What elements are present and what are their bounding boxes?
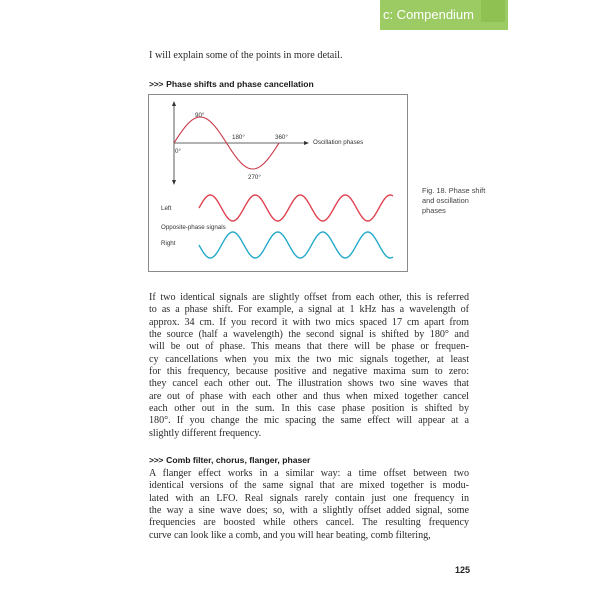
figure-caption: Fig. 18. Phase shift and oscillation phases (422, 186, 486, 215)
label-90: 90° (195, 112, 205, 119)
text-line: frequencies are boosted while others cancel. The resulting frequency (149, 517, 469, 529)
figure-diagram (149, 95, 409, 273)
text-line: are out of phase with each other and thus when mixed together cancel (149, 390, 469, 402)
opposite-phase-label: Opposite-phase signals (161, 224, 226, 231)
right-label: Right (161, 240, 176, 247)
section-heading-phase (149, 79, 314, 89)
text-line: approx. 34 cm. If you record it with two mics spaced 17 cm apart from (149, 316, 469, 328)
text-line: identical versions of the same signal that are mixed together is modu- (149, 480, 469, 492)
heading-title: Comb filter, chorus, flanger, phaser (166, 455, 311, 465)
label-0: 0° (175, 148, 181, 155)
left-label: Left (161, 205, 172, 212)
vertical-axis-arrow-up (172, 101, 176, 106)
text-line: to as a phase shift. For example, a signal at 1 kHz has a wavelength of (149, 304, 469, 316)
text-line: A flanger effect works in a similar way: a time offset between two (149, 468, 469, 479)
paragraph-phase-shift (149, 292, 469, 440)
paragraph-comb-filter (149, 468, 469, 542)
text-line: 180°. If you change the mic spacing the same effect will appear at a (149, 415, 469, 427)
label-360: 360° (275, 134, 288, 141)
oscillation-phases-label: Oscillation phases (313, 139, 364, 146)
text-line: the source (half a wavelength) the second signal is shifted by 180° and (149, 329, 469, 341)
chapter-marker (481, 0, 505, 22)
left-signal-wave (199, 195, 393, 221)
text-line: the way a sine wave does; so, with a slightly offset added signal, some (149, 505, 469, 517)
label-270: 270° (248, 174, 261, 181)
section-heading-comb (149, 455, 310, 465)
heading-prefix: >>> (149, 455, 164, 465)
phase-axis-arrow (304, 141, 309, 145)
right-signal-wave (199, 232, 393, 258)
figure-phase-shift (148, 94, 408, 272)
chapter-title: c: Compendium (382, 7, 474, 22)
text-line: curve can look like a comb, and you will hear beating, comb filtering, (149, 529, 431, 541)
label-180: 180° (232, 134, 245, 141)
text-line: each other out in the sum. In this case phase position is shifted by (149, 403, 469, 415)
heading-prefix: >>> (149, 79, 164, 89)
heading-title: Phase shifts and phase cancellation (166, 79, 314, 89)
text-line: will be out of phase. This means that there will be phase or frequen- (149, 341, 469, 353)
page-number: 125 (455, 565, 471, 575)
text-line: they cancel each other out. The illustration shows two sine waves that (149, 378, 469, 390)
text-line: slightly different frequency. (149, 427, 262, 439)
text-line: If two identical signals are slightly offset from each other, this is referred (149, 292, 469, 303)
text-line: for this frequency, because positive and negative maxima sum to zero: (149, 366, 469, 378)
intro-text: I will explain some of the points in more detail. (149, 50, 343, 61)
vertical-axis-arrow-down (172, 180, 176, 185)
text-line: lated with an LFO. Real signals rarely contain just one frequency in (149, 492, 469, 504)
text-line: cy cancellations when you mix the two mic signals together, at least (149, 353, 469, 365)
